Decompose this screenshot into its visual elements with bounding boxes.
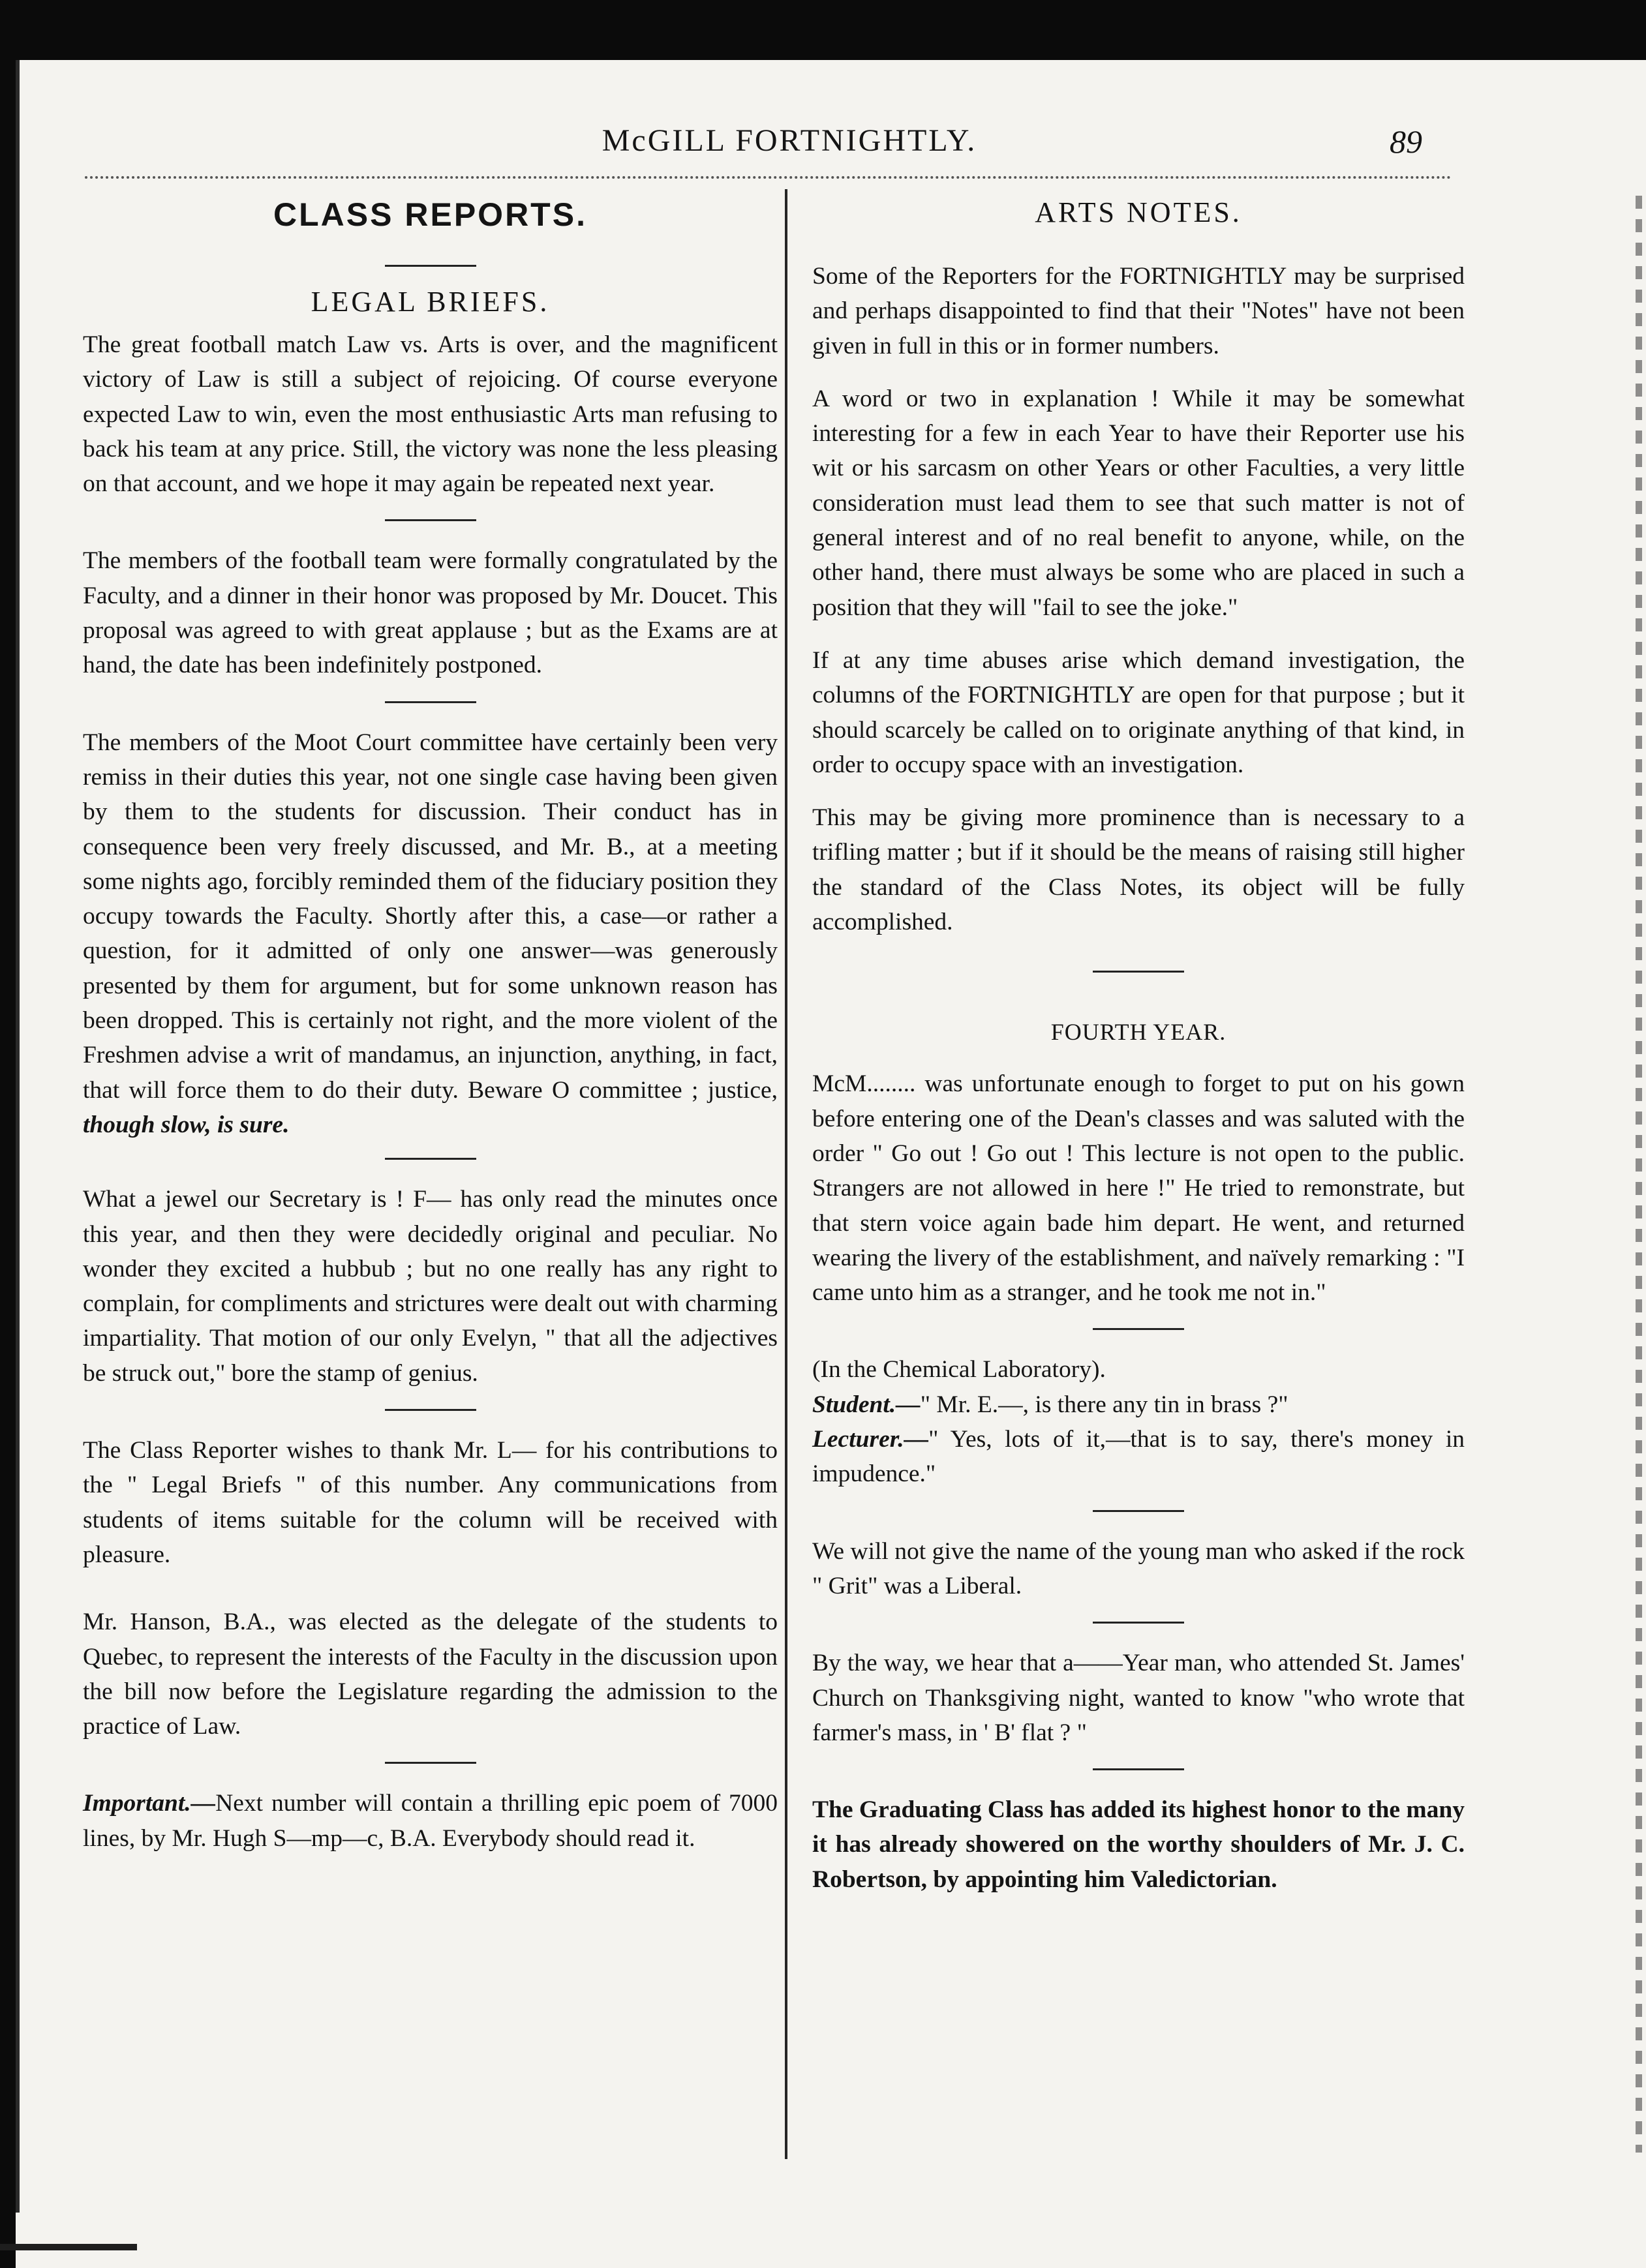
moot-court-italic: though slow, is sure. (83, 1111, 290, 1138)
separator-rule (1093, 1328, 1184, 1330)
student-line: " Mr. E.—, is there any tin in brass ?" (920, 1391, 1288, 1418)
paragraph-reporters: Some of the Reporters for the FORTNIGHTLY may be surprised and perhaps disappointed to find that their "Notes" have not been given in full in this or in former numbers. (812, 263, 1465, 359)
chem-lab-heading: (In the Chemical Laboratory). (812, 1356, 1106, 1383)
separator-rule (1093, 1768, 1184, 1770)
paragraph-farmers-mass: By the way, we hear that a——Year man, who attended St. James' Church on Thanksgiving night, wanted to know "who wrote that farmer's mass, in ' B' flat ? " (812, 1650, 1465, 1746)
page-header (85, 123, 1455, 168)
paragraph-valedictorian: The Graduating Class has added its highest honor to the many it has already showered on the worthy shoulders of Mr. J. C. Robertson, by appointing him Valedictorian. (812, 1796, 1465, 1893)
paragraph-moot-court (83, 725, 778, 1143)
scan-left-border (0, 0, 16, 2268)
right-column (812, 196, 1465, 2153)
left-column (83, 196, 778, 2153)
subsection-title-legal-briefs: LEGAL BRIEFS. (311, 286, 550, 318)
student-label: Student.— (812, 1391, 921, 1418)
chem-lab-lecturer (812, 1422, 1465, 1492)
separator-rule (385, 701, 476, 703)
paragraph-abuses: If at any time abuses arise which demand investigation, the columns of the FORTNIGHTLY are open for that purpose ; but it should scarcely be called on to originate anything of that kind, in order to occupy space with an investigation. (812, 646, 1465, 778)
paragraph-important (83, 1786, 778, 1856)
scan-top-border (0, 0, 1646, 60)
important-label: Important.— (83, 1790, 216, 1817)
separator-rule (1093, 1510, 1184, 1512)
scan-right-shadow (1636, 196, 1642, 2153)
paragraph-explanation: A word or two in explanation ! While it may be somewhat interesting for a few in each Year to have their Reporter use his wit or his sarcasm on other Years or other Faculties, a very little consideration must lead them to see that such matter is not of general interest and of no real benefit to anyone, while, on the other hand, there must always be some who are placed in such a position that they will "fail to see the joke." (812, 385, 1465, 621)
scan-left-shadow (16, 60, 20, 2213)
section-title-arts-notes: ARTS NOTES. (1035, 196, 1242, 228)
paragraph-secretary: What a jewel our Secretary is ! F— has only read the minutes once this year, and then they were decidedly original and peculiar. No wonder they excited a hubbub ; but no one really has any right to complain, for compliments and strictures were dealt out with charming impartiality. That motion of our only Evelyn, " that all the adjectives be struck out," bore the stamp of genius. (83, 1186, 778, 1387)
paragraph-mcm-gown: McM........ was unfortunate enough to forget to put on his gown before entering one of the Dean's classes and was saluted with the order " Go out ! Go out ! This lecture is not open to the public. Strangers are not allowed in here !" He tried to remonstrate, but that stern voice again bade him depart. He went, and returned wearing the livery of the establishment, and naïvely remarking : "I came unto him as a stranger, and he took me not in." (812, 1070, 1465, 1307)
separator-rule (385, 519, 476, 521)
chem-lab-student (812, 1387, 1465, 1422)
scan-corner-mark (0, 2244, 137, 2250)
separator-rule (385, 1409, 476, 1411)
paragraph-football-team: The members of the football team were formally congratulated by the Faculty, and a dinner in their honor was proposed by Mr. Doucet. This proposal was agreed to with great applause ; but as the Exams are at hand, the date has been indefinitely postponed. (83, 547, 778, 679)
paragraph-grit-liberal: We will not give the name of the young man who asked if the rock " Grit" was a Liberal. (812, 1537, 1465, 1599)
separator-rule (385, 265, 476, 267)
column-divider (785, 189, 787, 2159)
lecturer-line: " Yes, lots of it,—that is to say, there's money in impudence." (812, 1426, 1465, 1488)
separator-rule (1093, 1622, 1184, 1624)
separator-rule (385, 1762, 476, 1764)
paragraph-class-reporter: The Class Reporter wishes to thank Mr. L— for his contributions to the " Legal Briefs " of this number. Any communications from students of items suitable for the column will be received with pleasure. (83, 1437, 778, 1568)
subsection-title-fourth-year: FOURTH YEAR. (1050, 1019, 1227, 1046)
separator-rule (385, 1158, 476, 1160)
running-title: McGILL FORTNIGHTLY. (602, 123, 977, 158)
moot-court-text: The members of the Moot Court committee have certainly been very remiss in their duties this year, not one single case having been given by them to the students for discussion. Their conduct has in consequence been very freely discussed, and Mr. B., at a meeting some nights ago, forcibly reminded them of the fiduciary position they occupy towards the Faculty. Shortly after this, a case—or rather a question, for it admitted of only one answer—was generously presented by them for argument, but for some unknown reason has been dropped. This is certainly not right, and the more violent of the Freshmen advise a writ of mandamus, an injunction, anything, in fact, that will force them to do their duty. Beware O committee ; justice, (83, 729, 778, 1104)
section-title-class-reports: CLASS REPORTS. (273, 196, 587, 233)
paragraph-hanson-delegate: Mr. Hanson, B.A., was elected as the delegate of the students to Quebec, to represent the interests of the Faculty in the discussion upon the bill now before the Legislature regarding the admission to the practice of Law. (83, 1609, 778, 1740)
header-rule (85, 176, 1452, 179)
paragraph-prominence: This may be giving more prominence than is necessary to a trifling matter ; but if it should be the means of raising still higher the standard of the Class Notes, its object will be fully accomplished. (812, 804, 1465, 936)
lecturer-label: Lecturer.— (812, 1426, 929, 1453)
important-text: Next number will contain a thrilling epic poem of 7000 lines, by Mr. Hugh S—mp—c, B.A. Everybody should read it. (83, 1790, 778, 1852)
page-number: 89 (1390, 123, 1422, 160)
separator-rule (1093, 971, 1184, 973)
paragraph-football-match: The great football match Law vs. Arts is over, and the magnificent victory of Law is still a subject of rejoicing. Of course everyone expected Law to win, even the most enthusiastic Arts man refusing to back his team at any price. Still, the victory was none the less pleasing on that account, and we hope it may again be repeated next year. (83, 331, 778, 498)
